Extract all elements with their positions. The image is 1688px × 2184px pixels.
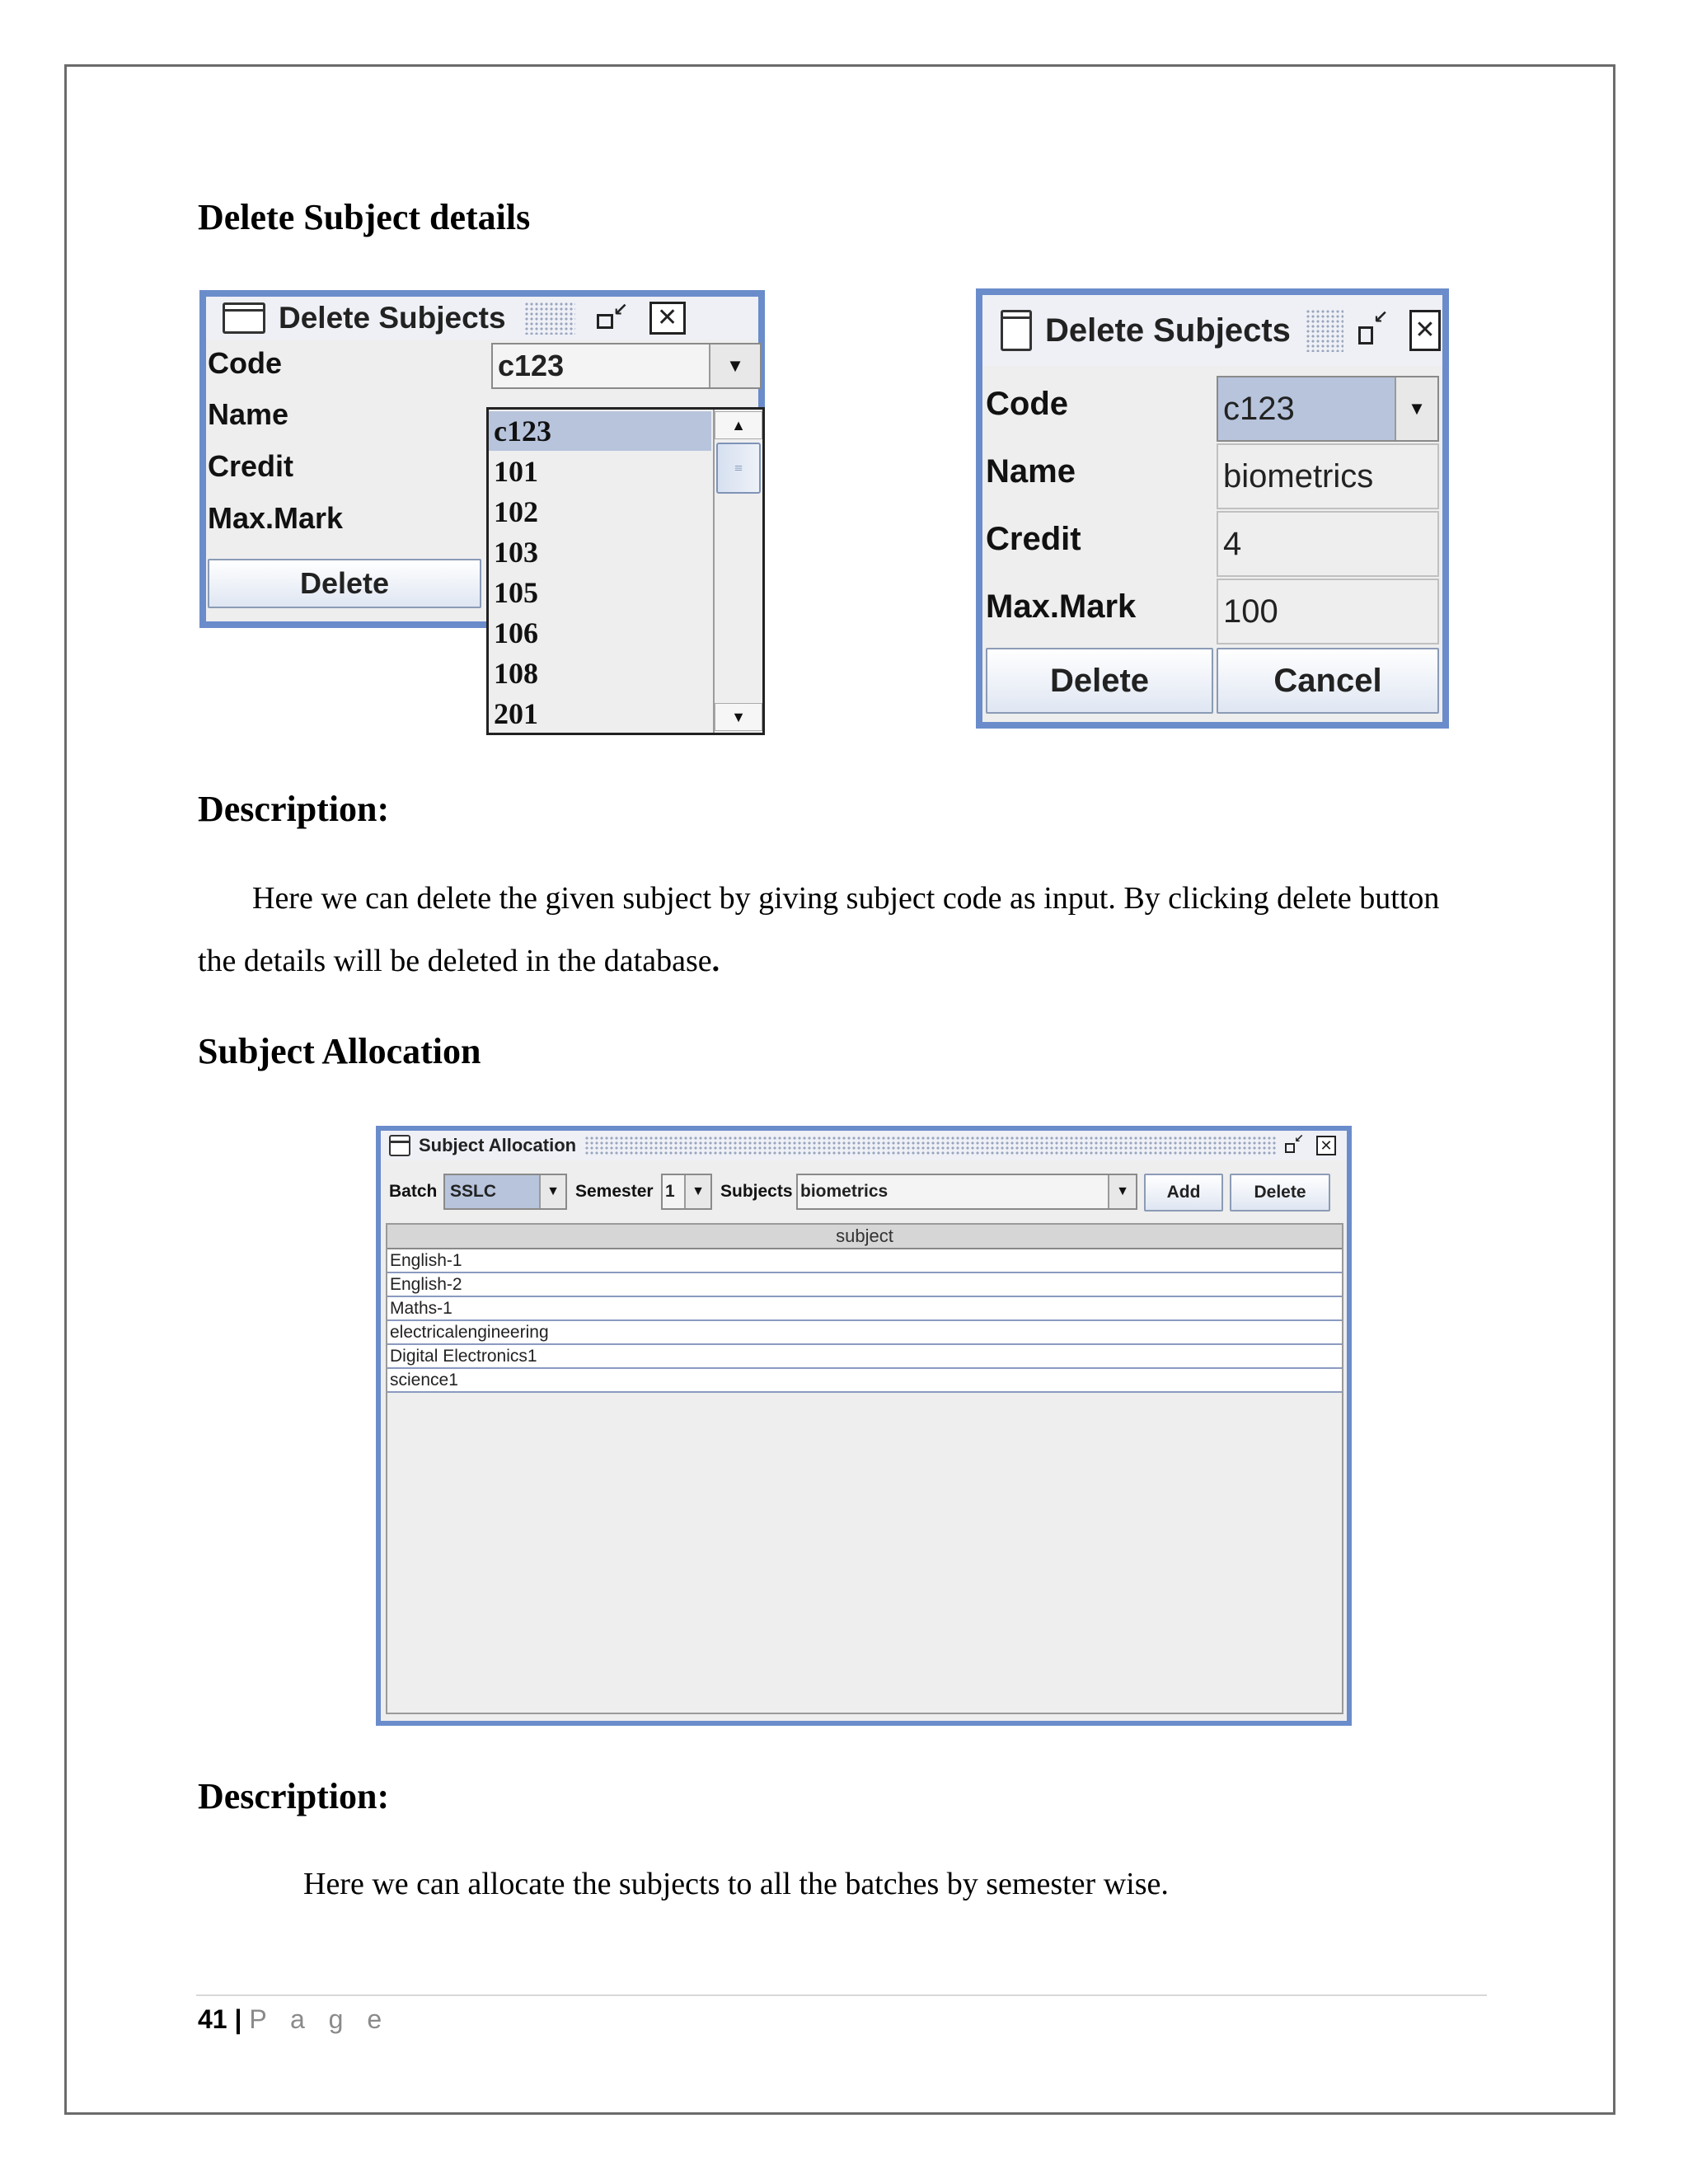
table-row[interactable]: English-2	[387, 1273, 1342, 1297]
semester-combobox[interactable]	[661, 1174, 712, 1210]
delete-button[interactable]: Delete	[208, 559, 481, 608]
maximize-icon[interactable]: ↙	[1283, 1135, 1306, 1156]
batch-label: Batch	[389, 1182, 438, 1201]
max-mark-field[interactable]: 100	[1217, 579, 1439, 644]
max-mark-label: Max.Mark	[208, 501, 344, 535]
chevron-down-icon[interactable]: ▼	[1108, 1175, 1136, 1208]
description-1-line-2	[198, 930, 720, 992]
description-2-text: Here we can allocate the subjects to all the batches by semester wise.	[303, 1867, 1169, 1901]
dropdown-item[interactable]: 106	[494, 616, 538, 649]
description-1-period: .	[711, 944, 720, 978]
code-label: Code	[208, 346, 282, 380]
name-label: Name	[986, 453, 1076, 490]
table-row[interactable]: electricalengineering	[387, 1321, 1342, 1345]
delete-button[interactable]: Delete	[986, 648, 1213, 714]
dropdown-item[interactable]: c123	[489, 411, 711, 451]
name-field[interactable]: biometrics	[1217, 443, 1439, 509]
table-row[interactable]: Digital Electronics1	[387, 1345, 1342, 1369]
dropdown-item[interactable]: 101	[494, 455, 538, 488]
chevron-down-icon[interactable]: ▼	[709, 344, 760, 387]
page-label: P a g e	[249, 2004, 391, 2034]
page-number: 41	[198, 2004, 227, 2034]
delete-button[interactable]: Delete	[1230, 1174, 1330, 1212]
titlebar-grip	[524, 302, 575, 335]
window-title: Delete Subjects	[1045, 312, 1291, 349]
description-1-line-2-text: the details will be deleted in the database	[198, 944, 712, 978]
dropdown-item[interactable]: 108	[494, 657, 538, 690]
window-titlebar[interactable]	[206, 297, 758, 340]
code-dropdown-list[interactable]	[486, 407, 765, 735]
table-row[interactable]: Maths-1	[387, 1297, 1342, 1321]
credit-label: Credit	[208, 449, 294, 483]
chevron-down-icon[interactable]: ▼	[684, 1175, 710, 1208]
window-title: Delete Subjects	[279, 301, 506, 335]
description-1-line-1: Here we can delete the given subject by giving subject code as input. By clicking delete button	[252, 881, 1440, 916]
chevron-down-icon[interactable]: ▼	[539, 1175, 565, 1208]
section-heading-delete-subject: Delete Subject details	[198, 197, 531, 237]
dropdown-item[interactable]: 201	[494, 697, 538, 730]
scroll-down-icon[interactable]: ▼	[715, 703, 762, 731]
footer-separator: |	[234, 2004, 242, 2034]
section-heading-description-2: Description:	[198, 1776, 390, 1816]
dropdown-scrollbar[interactable]	[713, 410, 762, 733]
subject-table[interactable]	[386, 1223, 1343, 1714]
table-row[interactable]: English-1	[387, 1249, 1342, 1273]
semester-label: Semester	[575, 1182, 654, 1201]
section-heading-subject-allocation: Subject Allocation	[198, 1031, 481, 1071]
code-combobox-value: c123	[1223, 390, 1295, 427]
window-icon	[389, 1135, 410, 1156]
name-label: Name	[208, 397, 289, 431]
window-title: Subject Allocation	[419, 1135, 577, 1155]
credit-label: Credit	[986, 521, 1081, 557]
cancel-button[interactable]: Cancel	[1217, 648, 1439, 714]
dropdown-item[interactable]: 102	[494, 495, 538, 528]
dropdown-item[interactable]: 105	[494, 576, 538, 609]
batch-combobox[interactable]	[443, 1174, 567, 1210]
table-row[interactable]: science1	[387, 1369, 1342, 1393]
subjects-combobox-value: biometrics	[800, 1182, 889, 1201]
code-combobox-value: c123	[498, 349, 565, 382]
close-icon[interactable]: ✕	[649, 302, 686, 335]
section-heading-description-1: Description:	[198, 789, 390, 829]
batch-combobox-value: SSLC	[450, 1182, 497, 1201]
subject-column-header[interactable]: subject	[387, 1225, 1342, 1249]
maximize-icon[interactable]: ↙	[595, 302, 628, 334]
close-icon[interactable]: ✕	[1409, 310, 1441, 351]
scroll-thumb[interactable]: ≡	[716, 443, 761, 494]
code-combobox[interactable]	[1217, 376, 1439, 442]
window-titlebar[interactable]	[982, 295, 1442, 366]
close-icon[interactable]: ✕	[1316, 1136, 1336, 1155]
scroll-up-icon[interactable]: ▲	[715, 411, 762, 439]
max-mark-label: Max.Mark	[986, 588, 1137, 625]
subjects-label: Subjects	[720, 1182, 793, 1201]
chevron-down-icon[interactable]: ▼	[1395, 377, 1437, 440]
window-icon	[223, 302, 265, 334]
code-label: Code	[986, 386, 1068, 422]
titlebar-grip	[1306, 309, 1343, 352]
code-combobox[interactable]	[491, 343, 762, 389]
add-button[interactable]: Add	[1144, 1174, 1223, 1212]
window-titlebar[interactable]	[381, 1131, 1347, 1160]
delete-subjects-window-right	[976, 288, 1449, 729]
maximize-icon[interactable]: ↙	[1357, 310, 1390, 351]
window-icon	[1001, 310, 1032, 351]
semester-combobox-value: 1	[665, 1182, 675, 1201]
dropdown-item[interactable]: 103	[494, 536, 538, 569]
page-footer	[198, 2004, 390, 2035]
footer-rule	[196, 1994, 1487, 1996]
titlebar-grip	[584, 1136, 1277, 1155]
subject-allocation-window	[376, 1126, 1352, 1726]
subjects-combobox[interactable]	[796, 1174, 1137, 1210]
credit-field[interactable]: 4	[1217, 511, 1439, 577]
